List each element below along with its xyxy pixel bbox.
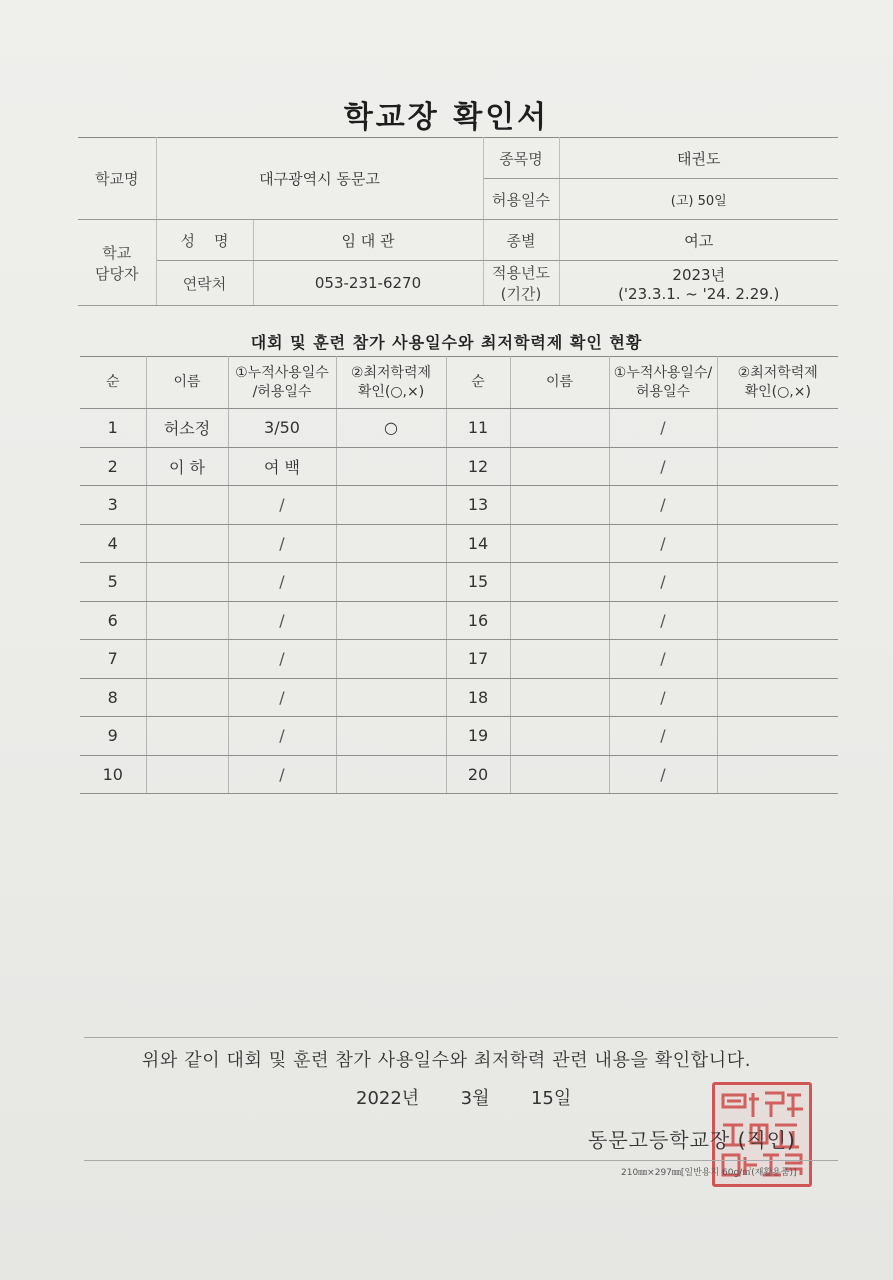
header-seq-right: 순 (446, 357, 510, 409)
name-value: 임 대 관 (253, 220, 483, 261)
manager-label-line1: 학교 (102, 243, 132, 262)
cell-days-left: / (228, 678, 336, 717)
cell-name-left (146, 755, 228, 794)
type-label: 종별 (483, 220, 559, 261)
date-month: 3월 (460, 1088, 490, 1109)
cell-seq-left: 5 (80, 563, 146, 602)
cell-seq-right: 13 (446, 486, 510, 525)
manager-label-line2: 담당자 (95, 264, 139, 283)
table-row (80, 601, 838, 640)
table-row (80, 755, 838, 794)
header-academic-right-line1: ②최저학력제 (737, 364, 818, 381)
cell-academic-left (336, 601, 446, 640)
cell-days-right: / (609, 601, 717, 640)
cell-seq-left: 8 (80, 678, 146, 717)
paper-spec: 210㎜×297㎜[일반용지 60g/㎡(재활용품)] (621, 1168, 797, 1178)
cell-days-left: / (228, 717, 336, 756)
cell-academic-right (717, 755, 838, 794)
sport-value: 태권도 (559, 138, 838, 179)
cell-seq-left: 10 (80, 755, 146, 794)
cell-days-right: / (609, 640, 717, 679)
cell-name-right (510, 678, 609, 717)
cell-name-left: 허소정 (146, 409, 228, 448)
school-label: 학교명 (78, 138, 156, 220)
cell-name-right (510, 524, 609, 563)
cell-academic-right (717, 447, 838, 486)
cell-name-left (146, 486, 228, 525)
header-days-left-line2: /허용일수 (252, 383, 312, 400)
cell-academic-right (717, 640, 838, 679)
cell-seq-left: 2 (80, 447, 146, 486)
cell-seq-right: 18 (446, 678, 510, 717)
cell-academic-right (717, 486, 838, 525)
info-table (78, 137, 838, 306)
date-day: 15일 (530, 1088, 572, 1109)
cell-days-left: / (228, 486, 336, 525)
confirmation-text: 위와 같이 대회 및 훈련 참가 사용일수와 최저학력 관련 내용을 확인합니다. (141, 1050, 752, 1071)
roster-body (80, 357, 838, 794)
cell-days-left: 3/50 (228, 409, 336, 448)
roster-subtitle: 대회 및 훈련 참가 사용일수와 최저학력제 확인 현황 (250, 333, 643, 352)
year-value (559, 261, 838, 306)
cell-academic-left (336, 640, 446, 679)
document-title: 학교장 확인서 (343, 100, 550, 135)
cell-name-right (510, 409, 609, 448)
header-name-left: 이름 (146, 357, 228, 409)
cell-academic-left (336, 524, 446, 563)
cell-seq-left: 9 (80, 717, 146, 756)
year-label-line2: (기간) (500, 285, 542, 303)
allowed-days-value: (고) 50일 (559, 179, 838, 220)
cell-days-right: / (609, 678, 717, 717)
table-row (80, 717, 838, 756)
cell-seq-left: 3 (80, 486, 146, 525)
cell-seq-right: 20 (446, 755, 510, 794)
cell-days-left: / (228, 524, 336, 563)
cell-academic-right (717, 563, 838, 602)
cell-days-left: / (228, 563, 336, 602)
header-academic-right-line2: 확인(○,×) (744, 383, 811, 400)
cell-name-left (146, 524, 228, 563)
table-row (80, 678, 838, 717)
header-days-right-line2: 허용일수 (635, 383, 691, 400)
header-days-right (609, 357, 717, 409)
manager-label (78, 220, 156, 306)
date-year: 2022년 (356, 1088, 420, 1109)
cell-academic-right (717, 678, 838, 717)
header-academic-left (336, 357, 446, 409)
cell-academic-left (336, 678, 446, 717)
roster-header-row (80, 357, 838, 409)
table-row (80, 563, 838, 602)
cell-academic-right (717, 601, 838, 640)
year-value-line1: 2023년 (672, 265, 726, 284)
cell-academic-left (336, 717, 446, 756)
cell-seq-right: 14 (446, 524, 510, 563)
header-academic-left-line1: ②최저학력제 (350, 364, 432, 381)
table-row (80, 409, 838, 448)
cell-days-right: / (609, 524, 717, 563)
cell-days-left: 여 백 (228, 447, 336, 486)
cell-days-right: / (609, 717, 717, 756)
cell-name-left: 이 하 (146, 447, 228, 486)
header-days-left-line1: ①누적사용일수 (235, 364, 329, 381)
cell-days-left: / (228, 640, 336, 679)
cell-academic-left: ○ (336, 409, 446, 448)
table-row (80, 640, 838, 679)
cell-seq-left: 6 (80, 601, 146, 640)
cell-name-left (146, 640, 228, 679)
cell-name-left (146, 717, 228, 756)
cell-name-left (146, 563, 228, 602)
cell-name-right (510, 755, 609, 794)
issue-date (356, 1084, 571, 1110)
footer-divider-top (84, 1037, 838, 1038)
cell-days-right: / (609, 563, 717, 602)
cell-academic-left (336, 563, 446, 602)
cell-name-right (510, 640, 609, 679)
table-row (80, 447, 838, 486)
cell-name-right (510, 601, 609, 640)
school-value: 대구광역시 동문고 (156, 138, 483, 220)
sport-label: 종목명 (483, 138, 559, 179)
cell-seq-right: 12 (446, 447, 510, 486)
table-row (80, 486, 838, 525)
year-label-line1: 적용년도 (492, 264, 550, 282)
contact-value: 053-231-6270 (253, 261, 483, 306)
cell-name-right (510, 447, 609, 486)
year-label (483, 261, 559, 306)
cell-seq-left: 4 (80, 524, 146, 563)
header-name-right: 이름 (510, 357, 609, 409)
cell-seq-right: 15 (446, 563, 510, 602)
contact-label: 연락처 (156, 261, 253, 306)
cell-seq-left: 1 (80, 409, 146, 448)
table-row (80, 524, 838, 563)
cell-seq-right: 19 (446, 717, 510, 756)
cell-name-left (146, 601, 228, 640)
cell-academic-left (336, 755, 446, 794)
footer-divider-bottom (84, 1160, 838, 1161)
header-days-left (228, 357, 336, 409)
cell-seq-right: 17 (446, 640, 510, 679)
cell-seq-right: 11 (446, 409, 510, 448)
name-label: 성 명 (156, 220, 253, 261)
type-value: 여고 (559, 220, 838, 261)
cell-name-right (510, 486, 609, 525)
header-academic-left-line2: 확인(○,×) (357, 383, 425, 400)
cell-days-left: / (228, 755, 336, 794)
header-days-right-line1: ①누적사용일수/ (613, 364, 713, 381)
year-value-line2: ('23.3.1. ~ '24. 2.29.) (618, 284, 780, 303)
allowed-days-label: 허용일수 (483, 179, 559, 220)
header-academic-right (717, 357, 838, 409)
roster-table (80, 356, 838, 794)
cell-days-right: / (609, 486, 717, 525)
cell-days-right: / (609, 409, 717, 448)
cell-name-right (510, 717, 609, 756)
cell-academic-left (336, 486, 446, 525)
cell-days-right: / (609, 755, 717, 794)
header-seq-left: 순 (80, 357, 146, 409)
cell-seq-right: 16 (446, 601, 510, 640)
cell-days-left: / (228, 601, 336, 640)
cell-seq-left: 7 (80, 640, 146, 679)
cell-academic-left (336, 447, 446, 486)
cell-academic-right (717, 717, 838, 756)
cell-name-left (146, 678, 228, 717)
cell-academic-right (717, 524, 838, 563)
signer: 동문고등학교장 (직인) (588, 1128, 796, 1152)
cell-name-right (510, 563, 609, 602)
cell-academic-right (717, 409, 838, 448)
cell-days-right: / (609, 447, 717, 486)
